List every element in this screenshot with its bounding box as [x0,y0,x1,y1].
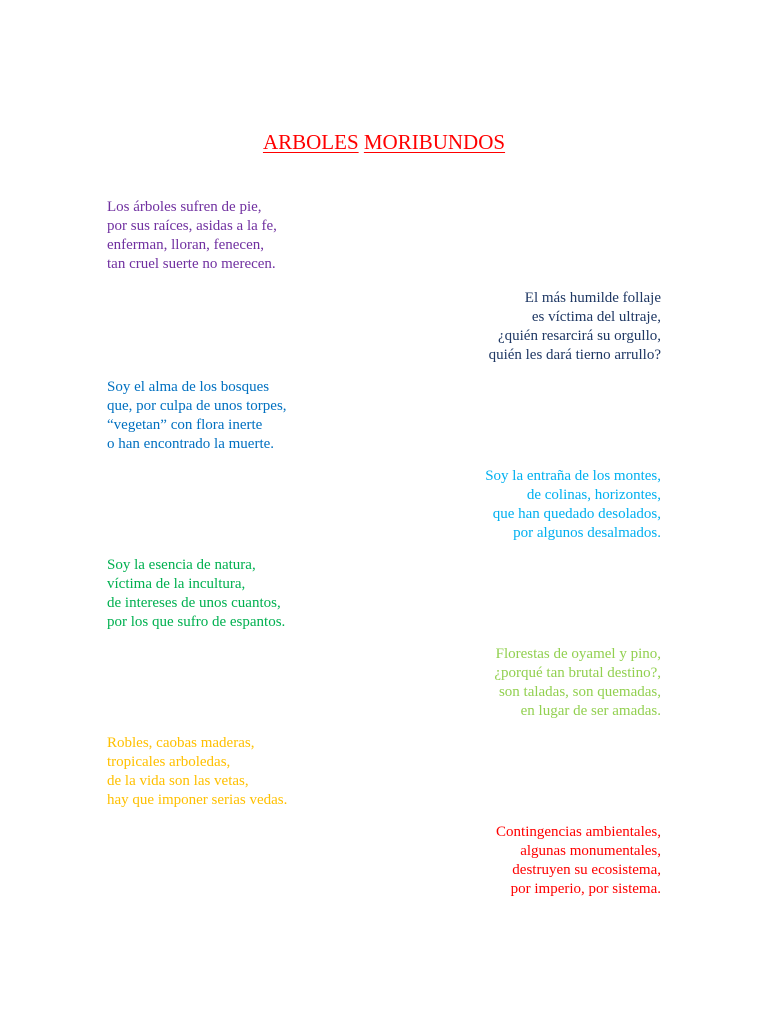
stanza-line: enferman, lloran, fenecen, [107,237,264,253]
stanza-line: por algunos desalmados. [513,525,661,541]
stanza-line: víctima de la incultura, [107,576,246,592]
stanza-line: “vegetan” con flora inerte [107,417,263,433]
stanza-line: tropicales arboledas, [107,754,231,770]
stanza-line: de colinas, horizontes, [526,487,661,503]
stanza-line: Soy la entraña de los montes, [485,468,661,484]
stanza-line: por los que sufro de espantos. [107,614,286,630]
stanza-line: Florestas de oyamel y pino, [495,646,661,662]
stanza-line: Contingencias ambientales, [496,824,661,840]
stanza-line: ¿quién resarcirá su orgullo, [497,328,661,344]
stanza-line: que, por culpa de unos torpes, [107,398,287,414]
stanza-line: por imperio, por sistema. [510,881,661,897]
stanza-line: tan cruel suerte no merecen. [107,256,276,272]
stanza-8 [496,823,661,899]
stanza-line: de intereses de unos cuantos, [107,595,281,611]
stanza-line: quién les dará tierno arrullo? [488,347,661,363]
stanza-6 [494,645,661,721]
stanza-line: destruyen su ecosistema, [512,862,661,878]
title-word-1: ARBOLES [262,130,359,154]
stanza-line: que han quedado desolados, [492,506,661,522]
stanza-line: Los árboles sufren de pie, [107,199,262,215]
stanza-line: Soy la esencia de natura, [107,557,256,573]
stanza-4 [485,467,661,543]
stanza-line: El más humilde follaje [524,290,661,306]
stanza-line: o han encontrado la muerte. [107,436,275,452]
stanza-2 [489,289,661,365]
stanza-7 [107,734,287,810]
stanza-line: ¿porqué tan brutal destino?, [494,665,661,681]
stanza-line: Robles, caobas maderas, [107,735,255,751]
stanza-line: de la vida son las vetas, [107,773,249,789]
stanza-5 [107,556,285,632]
stanza-line: Soy el alma de los bosques [107,379,270,395]
stanza-1 [107,198,277,274]
stanza-line: algunas monumentales, [520,843,661,859]
title-word-2: MORIBUNDOS [363,130,506,154]
stanza-line: son taladas, son quemadas, [498,684,661,700]
stanza-line: hay que imponer serias vedas. [107,792,288,808]
stanza-line: es víctima del ultraje, [531,309,661,325]
stanza-line: por sus raíces, asidas a la fe, [107,218,277,234]
stanza-3 [107,378,287,454]
stanza-line: en lugar de ser amadas. [520,703,661,719]
poem-title [0,129,768,155]
